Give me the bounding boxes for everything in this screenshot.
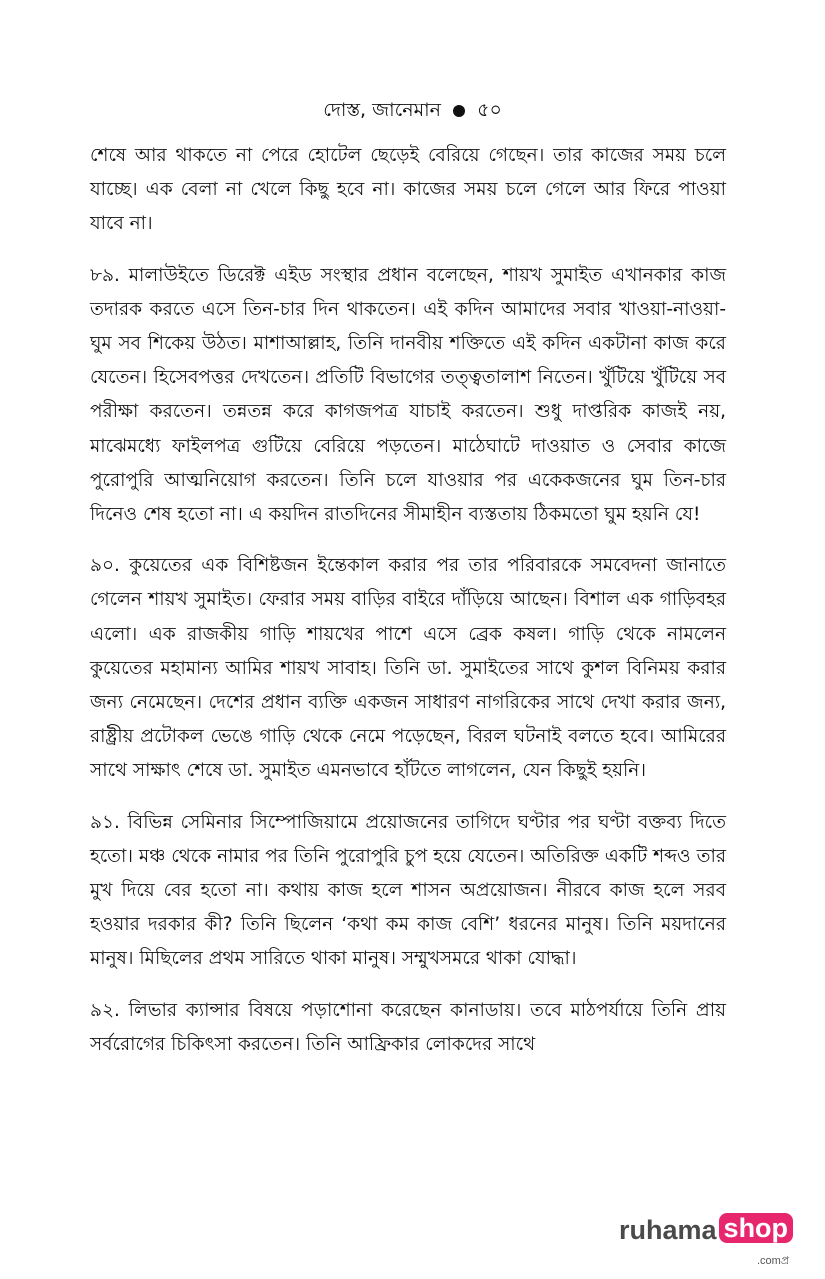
paragraph-89: ৮৯. মালাউইতে ডিরেক্ট এইড সংস্থার প্রধান বলেছেন, শায়খ সুমাইত এখানকার কাজ তদারক করতে এসে তিন-চার দিন থাকতেন। এই কদিন আমাদের সবার খাওয়া-নাওয়া-ঘুম সব শিকেয় উঠত। মাশাআল্লাহ, তিনি দানবীয় শক্তিতে এই কদিন একটানা কাজ করে যেতেন। হিসেবপত্তর দেখতেন। প্রতিটি বিভাগের তত্ত্বতালাশ নিতেন। খুঁটিয়ে খুঁটিয়ে সব পরীক্ষা করতেন। তন্নতন্ন করে কাগজপত্র যাচাই করতেন। শুধু দাপ্তরিক কাজই নয়, মাঝেমধ্যে ফাইলপত্র গুটিয়ে বেরিয়ে পড়তেন। মাঠেঘাটে দাওয়াত ও সেবার কাজে পুরোপুরি আত্মনিয়োগ করতেন। তিনি চলে যাওয়ার পর একেকজনের ঘুম তিন-চার দিনেও শেষ হতো না। এ কয়দিন রাতদিনের সীমাহীন ব্যস্ততায় ঠিকমতো ঘুম হয়নি যে!: [90, 264, 726, 526]
header-title: দোস্ত, জানেমান: [323, 99, 442, 121]
paragraph-90: ৯০. কুয়েতের এক বিশিষ্টজন ইন্তেকাল করার পর তার পরিবারকে সমবেদনা জানাতে গেলেন শায়খ সুমাইত। ফেরার সময় বাড়ির বাইরে দাঁড়িয়ে আছেন। বিশাল এক গাড়িবহর এলো। এক রাজকীয় গাড়ি শায়খের পাশে এসে ব্রেক কষল। গাড়ি থেকে নামলেন কুয়েতের মহামান্য আমির শায়খ সাবাহ। তিনি ডা. সুমাইতের সাথে কুশল বিনিময় করার জন্য নেমেছেন। দেশের প্রধান ব্যক্তি একজন সাধারণ নাগরিকের সাথে দেখা করার জন্য, রাষ্ট্রীয় প্রটোকল ভেঙে গাড়ি থেকে নেমে পড়েছেন, বিরল ঘটনাই বলতে হবে। আমিরের সাথে সাক্ষাৎ শেষে ডা. সুমাইত এমনভাবে হাঁটতে লাগলেন, যেন কিছুই হয়নি।: [90, 555, 726, 782]
page-body: [90, 139, 726, 1079]
logo-text-ruhama: ruhama: [619, 1215, 717, 1245]
bullet-dot-icon: [453, 105, 465, 117]
page-number: ৫০: [477, 99, 502, 121]
logo-text-shop: shop: [719, 1213, 794, 1243]
logo-suffix: .comপ্র: [756, 1255, 790, 1267]
running-header: [0, 96, 825, 128]
paragraph-92: ৯২. লিভার ক্যান্সার বিষয়ে পড়াশোনা করেছেন কানাডায়। তবে মাঠপর্যায়ে তিনি প্রায় সর্বরোগের চিকিৎসা করতেন। তিনি আফ্রিকার লোকদের সাথে: [90, 999, 726, 1055]
publisher-logo: [619, 1212, 793, 1267]
paragraph-continuation: শেষে আর থাকতে না পেরে হোটেল ছেড়েই বেরিয়ে গেছেন। তার কাজের সময় চলে যাচ্ছে। এক বেলা না খেলে কিছু হবে না। কাজের সময় চলে গেলে আর ফিরে পাওয়া যাবে না।: [90, 145, 726, 235]
paragraph-91: ৯১. বিভিন্ন সেমিনার সিম্পোজিয়ামে প্রয়োজনের তাগিদে ঘণ্টার পর ঘণ্টা বক্তব্য দিতে হতো। মঞ্চ থেকে নামার পর তিনি পুরোপুরি চুপ হয়ে যেতেন। অতিরিক্ত একটি শব্দও তার মুখ দিয়ে বের হতো না। কথায় কাজ হলে শাসন অপ্রয়োজন। নীরবে কাজ হলে সরব হওয়ার দরকার কী? তিনি ছিলেন ‘কথা কম কাজ বেশি’ ধরনের মানুষ। তিনি ময়দানের মানুষ। মিছিলের প্রথম সারিতে থাকা মানুষ। সম্মুখসমরে থাকা যোদ্ধা।: [90, 811, 726, 970]
